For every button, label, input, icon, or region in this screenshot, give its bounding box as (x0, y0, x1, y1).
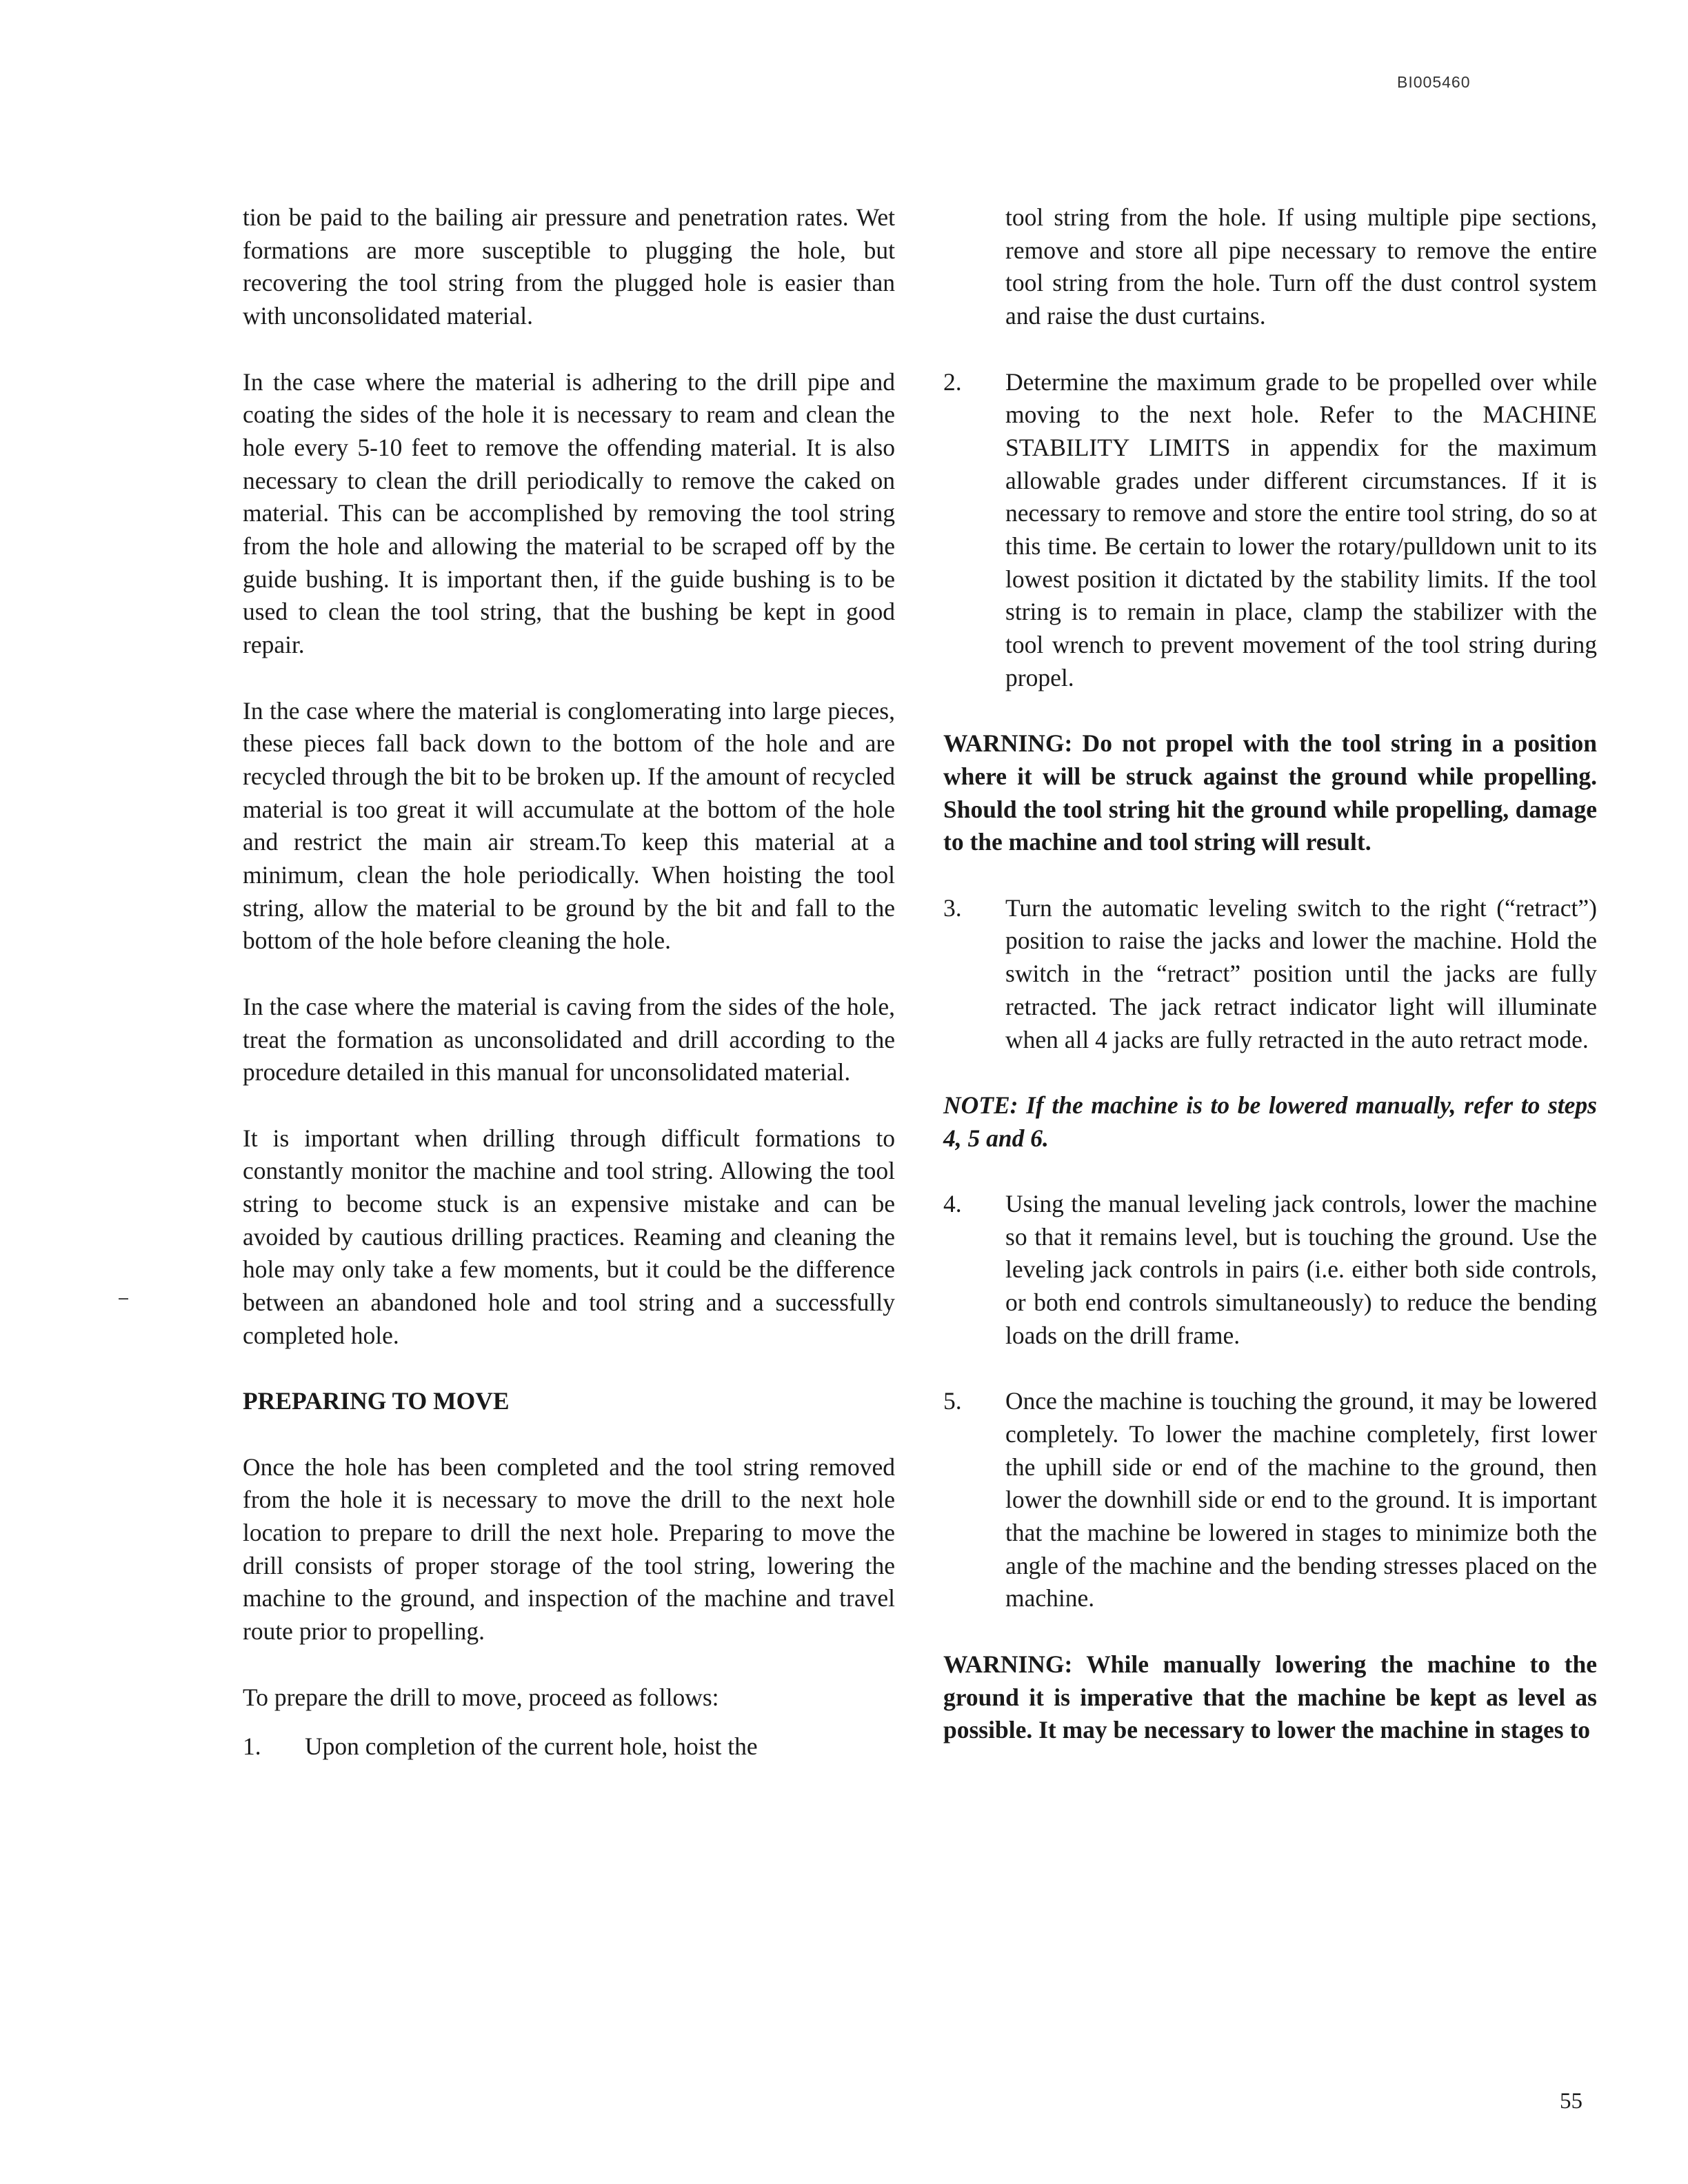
warning-keep-level: WARNING: While manually lowering the machine to the ground it is imperative that the machine be kept as level as possible. It may be necessary to lower the machine in stages to (943, 1650, 1597, 1744)
step-1-number: 1. (243, 1732, 261, 1761)
step-5-number: 5. (943, 1387, 962, 1415)
paragraph-preparing-to-move: Once the hole has been completed and the tool string removed from the hole it is necessary to move the drill to the next hole location to prepare to drill the next hole. Preparing to move the drill consists of proper storage of the tool string, lowering the machine to the ground, and inspection of the machine and travel route prior to propelling. (243, 1453, 895, 1646)
step-4 (943, 1188, 1597, 1353)
step-1-continued-text: tool string from the hole. If using multiple pipe sections, remove and store all pipe necessary to remove the entire tool string from the hole. Turn off the dust control system and raise the dust curtains. (1005, 203, 1597, 330)
paragraph-proceed-as-follows: To prepare the drill to move, proceed as follows: (243, 1683, 719, 1711)
step-5 (943, 1385, 1597, 1615)
step-1-continued (943, 201, 1597, 333)
paragraph-bailing-air: tion be paid to the bailing air pressure and penetration rates. Wet formations are more susceptible to plugging the hole, but recovering the tool string from the plugged hole is easier than with unconsolidated material. (243, 203, 895, 330)
paragraph-adhering-material: In the case where the material is adhering to the drill pipe and coating the sides of the hole it is necessary to ream and clean the hole every 5-10 feet to remove the offending material. It is also necessary to clean the drill periodically to remove the caked on material. This can be accomplished by removing the tool string from the hole and allowing the material to be scraped off by the guide bushing. It is important then, if the guide bushing is to be used to clean the tool string, that the bushing be kept in good repair. (243, 367, 895, 659)
step-2 (943, 366, 1597, 695)
warning-propel-tool-string: WARNING: Do not propel with the tool string in a position where it will be struck against the ground while propelling. Should the tool string hit the ground while propelling, damage to the machine and tool string will result. (943, 729, 1597, 856)
paragraph-caving-material: In the case where the material is caving from the sides of the hole, treat the formation as unconsolidated and drill according to the procedure detailed in this manual for unconsolidated material. (243, 992, 895, 1086)
stray-mark (119, 1298, 128, 1300)
step-2-text: Determine the maximum grade to be propelled over while moving to the next hole. Refer to the MACHINE STABILITY LIMITS in appendix for the maximum allowable grades under different circumstances. If it is necessary to remove and store the entire tool string, do so at this time. Be certain to lower the rotary/pulldown unit to its lowest position it dictated by the stability limits. If the tool string is to remain in place, clamp the stabilizer with the tool wrench to prevent movement of the tool string during propel. (1005, 367, 1597, 691)
paragraph-monitor-machine: It is important when drilling through difficult formations to constantly monitor the machine and tool string. Allowing the tool string to become stuck is an expensive mistake and can be avoided by cautious drilling practices. Reaming and cleaning the hole may only take a few moments, but it could be the difference between an abandoned hole and tool string and a successfully completed hole. (243, 1124, 895, 1349)
step-4-number: 4. (943, 1190, 962, 1218)
page-number: 55 (1560, 2089, 1582, 2114)
document-id: BI005460 (1397, 73, 1471, 91)
step-4-text: Using the manual leveling jack controls, lower the machine so that it remains level, but is touching the ground. Use the leveling jack controls in pairs (i.e. either both side controls, or both end controls simultaneously) to reduce the bending loads on the drill frame. (1005, 1190, 1597, 1349)
paragraph-conglomerating-material: In the case where the material is conglomerating into large pieces, these pieces fall back down to the bottom of the hole and are recycled through the bit to be broken up. If the amount of recycled material is too great it will accumulate at the bottom of the hole and restrict the main air stream.To keep this material at a minimum, clean the hole periodically. When hoisting the tool string, allow the material to be ground by the bit and fall to the bottom of the hole before cleaning the hole. (243, 696, 895, 955)
step-3 (943, 892, 1597, 1057)
step-1 (243, 1730, 895, 1763)
section-heading-preparing-to-move: PREPARING TO MOVE (243, 1387, 510, 1415)
step-1-text: Upon completion of the current hole, hoist the (305, 1732, 758, 1761)
left-column (243, 201, 895, 1796)
step-3-number: 3. (943, 893, 962, 922)
step-3-text: Turn the automatic leveling switch to the right (“retract”) position to raise the jacks and lower the machine. Hold the switch in the “retract” position until the jacks are fully retracted. The jack retract indicator light will illuminate when all 4 jacks are fully retracted in the auto retract mode. (1005, 893, 1597, 1053)
note-manual-lowering: NOTE: If the machine is to be lowered manually, refer to steps 4, 5 and 6. (943, 1091, 1597, 1152)
right-column (943, 201, 1597, 1780)
step-2-number: 2. (943, 367, 962, 396)
step-5-text: Once the machine is touching the ground, it may be lowered completely. To lower the machine completely, first lower the uphill side or end of the machine to the ground, then lower the downhill side or end to the ground. It is important that the machine be lowered in stages to minimize both the angle of the machine and the bending stresses placed on the machine. (1005, 1387, 1597, 1612)
